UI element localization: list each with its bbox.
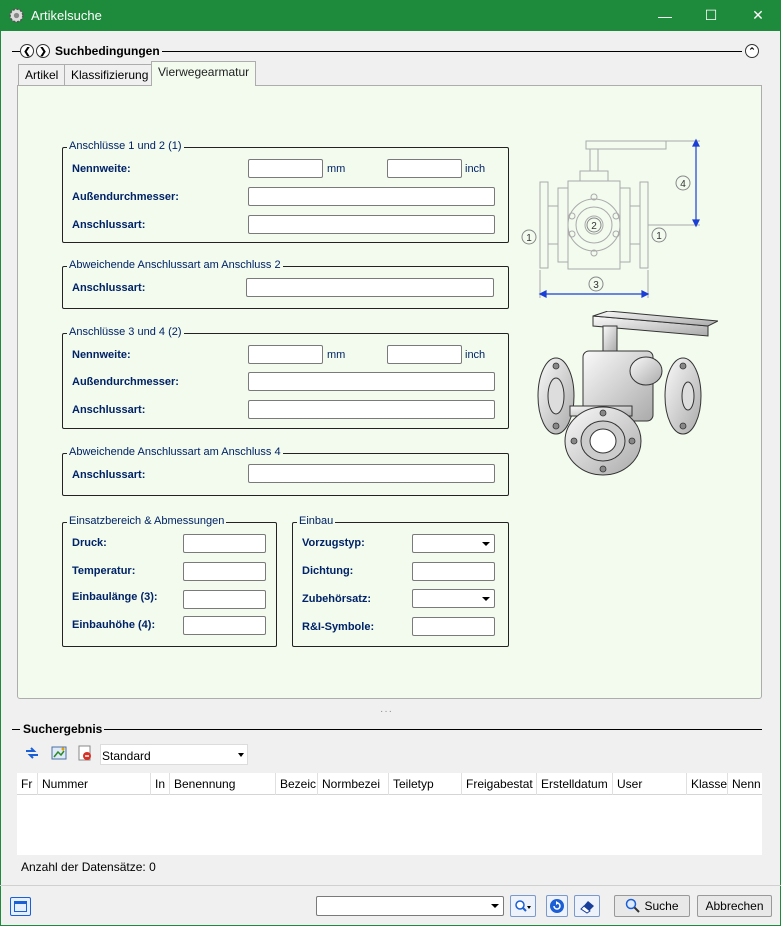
chevron-right-icon: ❯ [39, 45, 47, 56]
section-divider [104, 729, 762, 730]
export-pdf-icon[interactable] [77, 745, 93, 761]
callout-4: 4 [680, 179, 686, 190]
zubehoersatz-select[interactable] [412, 589, 495, 608]
anschlussart-label: Anschlussart: [72, 469, 146, 481]
anschlussart-label: Anschlussart: [72, 219, 146, 231]
column-header[interactable]: Benennung [170, 773, 276, 795]
nennweite-inch-input[interactable] [387, 345, 462, 364]
minimize-button[interactable]: — [658, 7, 672, 24]
window-layout-button[interactable] [10, 897, 31, 916]
gear-icon [8, 7, 25, 24]
results-table-header [17, 773, 762, 795]
close-button[interactable]: ✕ [752, 7, 764, 23]
tab-klassifizierung[interactable]: Klassifizierung [64, 64, 155, 85]
export-image-icon[interactable] [51, 745, 67, 761]
column-header[interactable]: Nummer [38, 773, 151, 795]
chevron-down-icon [491, 904, 499, 908]
aussendurchmesser-label: Außendurchmesser: [72, 191, 179, 203]
nennweite-label: Nennweite: [72, 349, 131, 361]
temperatur-label: Temperatur: [72, 565, 136, 577]
nennweite-mm-input[interactable] [248, 159, 323, 178]
refresh-icon [549, 898, 565, 914]
column-header[interactable]: User [613, 773, 687, 795]
ri-symbole-label: R&I-Symbole: [302, 621, 375, 633]
reset-button[interactable] [546, 895, 568, 917]
valve-dimension-drawing [518, 136, 708, 306]
results-table-body[interactable] [17, 795, 762, 855]
tab-artikel[interactable]: Artikel [18, 64, 65, 85]
column-header[interactable]: Freigabestat [462, 773, 537, 795]
column-header[interactable]: Nenn [732, 777, 761, 791]
aussendurchmesser-input[interactable] [248, 187, 495, 206]
search-options-button[interactable] [510, 895, 536, 917]
unit-mm: mm [327, 163, 346, 175]
callout-1: 1 [526, 233, 532, 244]
einbaulaenge-input[interactable] [183, 590, 266, 609]
group-anschluesse-3-4 [62, 326, 509, 429]
window-icon [14, 901, 27, 912]
anschlussart-input[interactable] [248, 215, 495, 234]
aussendurchmesser-label: Außendurchmesser: [72, 376, 179, 388]
nennweite-inch-input[interactable] [387, 159, 462, 178]
aussendurchmesser-input[interactable] [248, 372, 495, 391]
window-title: Artikelsuche [31, 8, 102, 23]
column-header[interactable]: Bezeic [276, 773, 318, 795]
druck-label: Druck: [72, 537, 107, 549]
chevron-left-icon: ❮ [23, 45, 31, 56]
nennweite-label: Nennweite: [72, 163, 131, 175]
search-button-label: Suche [644, 899, 679, 913]
ri-symbole-input[interactable] [412, 617, 495, 636]
unit-inch: inch [465, 349, 486, 361]
einbauhoehe-input[interactable] [183, 616, 266, 635]
nennweite-mm-input[interactable] [248, 345, 323, 364]
group-title: Einbau [299, 515, 334, 527]
column-header[interactable]: Fr [17, 773, 38, 795]
group-einbau [292, 515, 509, 647]
callout-3: 3 [593, 280, 599, 291]
unit-mm: mm [327, 349, 346, 361]
maximize-button[interactable]: ☐ [704, 7, 718, 23]
anschlussart-2-input[interactable] [246, 278, 494, 297]
unit-inch: inch [465, 163, 486, 175]
druck-input[interactable] [183, 534, 266, 553]
splitter-grip[interactable]: ··· [380, 706, 393, 717]
search-icon [514, 899, 532, 915]
cancel-button[interactable]: Abbrechen [697, 895, 772, 917]
group-title: Abweichende Anschlussart am Anschluss 2 [69, 259, 281, 271]
clear-button[interactable] [574, 895, 600, 917]
column-header[interactable]: Normbezei [318, 773, 389, 795]
footer-divider [0, 885, 781, 886]
forward-button[interactable] [36, 44, 50, 58]
zubehoersatz-label: Zubehörsatz: [302, 593, 372, 605]
chevron-up-icon: ⌃ [748, 45, 756, 56]
group-title: Abweichende Anschlussart am Anschluss 4 [69, 446, 281, 458]
search-button[interactable] [614, 895, 690, 917]
title-bar [0, 0, 781, 31]
view-select-value: Standard [102, 749, 151, 763]
column-header[interactable]: In [151, 773, 170, 795]
chevron-down-icon [482, 542, 490, 546]
eraser-icon [579, 898, 596, 914]
section-divider [12, 729, 20, 730]
column-header[interactable]: Klasse [687, 773, 728, 795]
dichtung-input[interactable] [412, 562, 495, 581]
anschlussart-label: Anschlussart: [72, 404, 146, 416]
vorzugstyp-select[interactable] [412, 534, 495, 553]
anschlussart-input[interactable] [248, 400, 495, 419]
section-divider [162, 51, 742, 52]
group-einsatzbereich [62, 515, 277, 647]
valve-3d-illustration [528, 311, 718, 481]
dichtung-label: Dichtung: [302, 565, 354, 577]
section-divider [12, 51, 20, 52]
einbaulaenge-label: Einbaulänge (3): [72, 591, 158, 603]
favorites-select[interactable] [316, 896, 504, 916]
view-select[interactable] [100, 744, 248, 765]
vorzugstyp-label: Vorzugstyp: [302, 537, 365, 549]
search-conditions-title: Suchbedingungen [55, 44, 160, 58]
temperatur-input[interactable] [183, 562, 266, 581]
collapse-button[interactable] [745, 44, 759, 58]
group-abweichende-anschluss-4 [62, 446, 509, 496]
group-abweichende-anschluss-2 [62, 259, 509, 309]
back-button[interactable] [20, 44, 34, 58]
callout-2: 2 [591, 221, 597, 232]
tab-panel [17, 85, 762, 699]
column-header[interactable]: Teiletyp [389, 773, 462, 795]
refresh-arrows-icon[interactable] [24, 745, 40, 761]
group-title: Einsatzbereich & Abmessungen [69, 515, 225, 527]
anschlussart-4-input[interactable] [248, 464, 495, 483]
tab-vierwegearmatur[interactable]: Vierwegearmatur [151, 61, 256, 86]
group-title: Anschlüsse 3 und 4 (2) [69, 326, 182, 338]
chevron-down-icon [238, 753, 244, 757]
column-header[interactable]: Erstelldatum [537, 773, 613, 795]
group-title: Anschlüsse 1 und 2 (1) [69, 140, 182, 152]
results-title: Suchergebnis [23, 722, 103, 736]
record-count: Anzahl der Datensätze: 0 [21, 860, 156, 874]
callout-1: 1 [656, 231, 662, 242]
chevron-down-icon [482, 597, 490, 601]
anschlussart-label: Anschlussart: [72, 282, 146, 294]
einbauhoehe-label: Einbauhöhe (4): [72, 619, 156, 631]
group-anschluesse-1-2 [62, 140, 509, 243]
search-icon [625, 898, 641, 914]
